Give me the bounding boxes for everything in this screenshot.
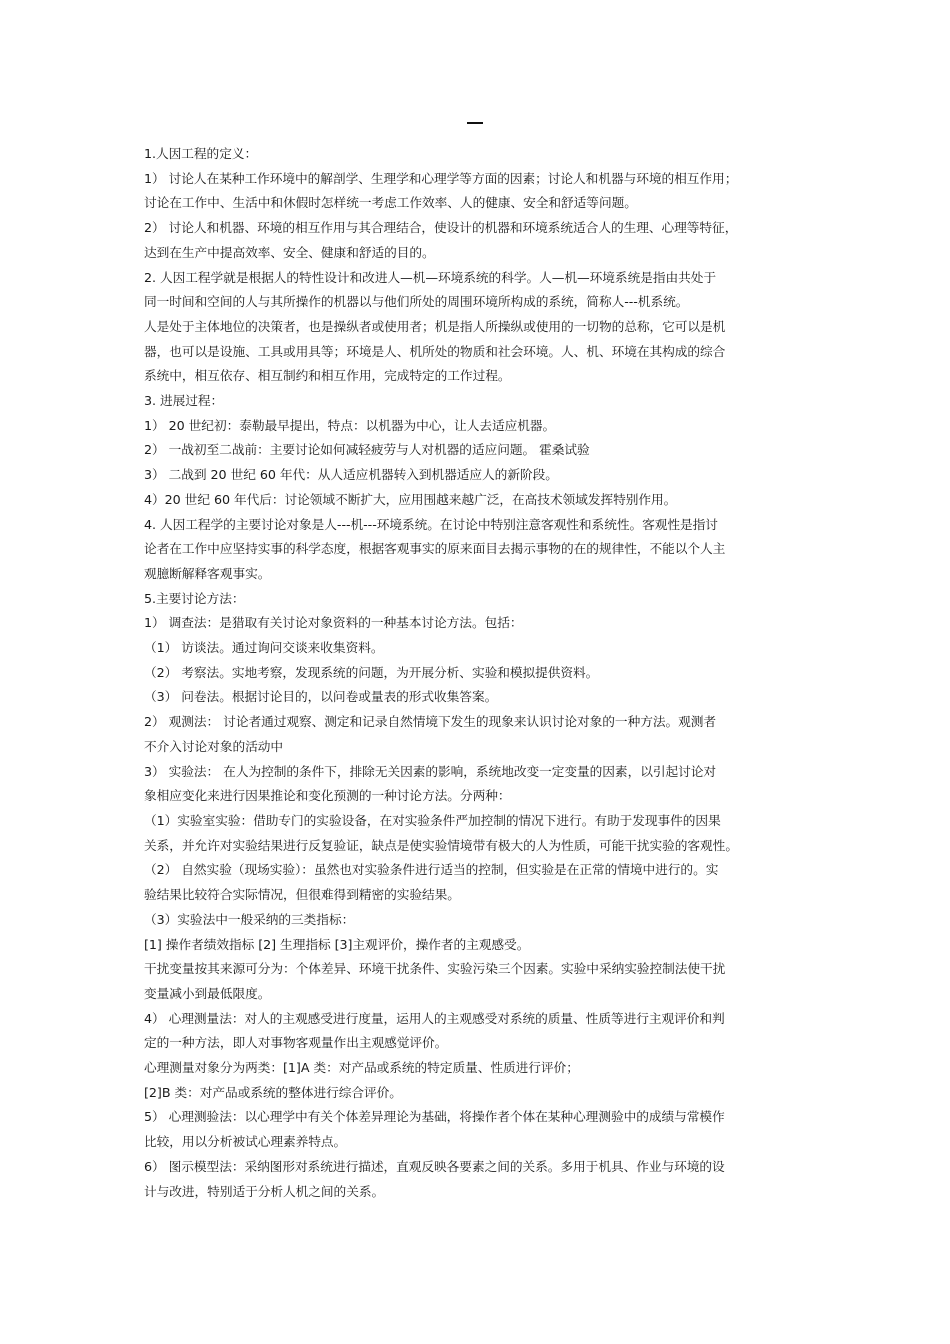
text-line: 3） 二战到 20 世纪 60 年代：从人适应机器转入到机器适应人的新阶段。 bbox=[144, 467, 558, 483]
text-line: 系统中，相互依存、相互制约和相互作用，完成特定的工作过程。 bbox=[144, 368, 511, 384]
text-line: 达到在生产中提高效率、安全、健康和舒适的目的。 bbox=[144, 244, 435, 260]
text-line: 1） 调查法：是猎取有关讨论对象资料的一种基本讨论方法。包括： bbox=[144, 615, 523, 631]
text-line: 关系，并允许对实验结果进行反复验证，缺点是使实验情境带有极大的人为性质，可能干扰实验的客观性。 bbox=[144, 837, 738, 853]
text-line: 不介入讨论对象的活动中 bbox=[144, 738, 284, 754]
text-line: 4）20 世纪 60 年代后：讨论领域不断扩大，应用围越来越广泛，在高技术领域发挥特别作用。 bbox=[144, 491, 677, 507]
text-line: 观臆断解释客观事实。 bbox=[144, 565, 271, 581]
text-line: 心理测量对象分为两类：[1]A 类：对产品或系统的特定质量、性质进行评价； bbox=[144, 1060, 579, 1076]
text-line: 2） 观测法： 讨论者通过观察、测定和记录自然情境下发生的现象来认识讨论对象的一种方法。观测者 bbox=[144, 714, 717, 730]
document-body bbox=[144, 142, 812, 1204]
text-line: 变量减小到最低限度。 bbox=[144, 985, 271, 1001]
text-line: 干扰变量按其来源可分为：个体差异、环境干扰条件、实验污染三个因素。实验中采纳实验控制法使干扰 bbox=[144, 961, 726, 977]
text-line: （1）实验室实验：借助专门的实验设备，在对实验条件严加控制的情况下进行。有助于发现事件的因果 bbox=[144, 812, 721, 828]
text-line: （2） 考察法。实地考察，发现系统的问题，为开展分析、实验和模拟提供资料。 bbox=[144, 664, 599, 680]
text-line: （1） 访谈法。通过询问交谈来收集资料。 bbox=[144, 640, 384, 656]
text-line: 4） 心理测量法：对人的主观感受进行度量，运用人的主观感受对系统的质量、性质等进行主观评价和判 bbox=[144, 1010, 725, 1026]
text-line: 象相应变化来进行因果推论和变化预测的一种讨论方法。分两种： bbox=[144, 788, 511, 804]
text-line: 5） 心理测验法：以心理学中有关个体差异理论为基础，将操作者个体在某种心理测验中的成绩与常模作 bbox=[144, 1109, 725, 1125]
text-line: 3） 实验法： 在人为控制的条件下，排除无关因素的影响，系统地改变一定变量的因素，以引起讨论对 bbox=[144, 763, 717, 779]
text-line: 2. 人因工程学就是根据人的特性设计和改进人—机—环境系统的科学。人—机—环境系统是指由共处于 bbox=[144, 269, 717, 285]
text-line: （3） 问卷法。根据讨论目的，以问卷或量表的形式收集答案。 bbox=[144, 689, 498, 705]
text-line: （2） 自然实验（现场实验）：虽然也对实验条件进行适当的控制，但实验是在正常的情境中进行的。实 bbox=[144, 862, 719, 878]
text-line: 计与改进，特别适于分析人机之间的关系。 bbox=[144, 1183, 385, 1199]
text-line: [1] 操作者绩效指标 [2] 生理指标 [3]主观评价，操作者的主观感受。 bbox=[144, 936, 530, 952]
text-line: （3）实验法中一般采纳的三类指标： bbox=[144, 911, 355, 927]
document-page bbox=[144, 122, 812, 1204]
text-line: 同一时间和空间的人与其所操作的机器以与他们所处的周围环境所构成的系统，简称人---机系统。 bbox=[144, 294, 689, 310]
text-line: 器，也可以是设施、工具或用具等；环境是人、机所处的物质和社会环境。人、机、环境在其构成的综合 bbox=[144, 343, 726, 359]
text-line: 5.主要讨论方法： bbox=[144, 590, 245, 606]
text-line: 2） 讨论人和机器、环境的相互作用与其合理结合，使设计的机器和环境系统适合人的生理、心理等特征， bbox=[144, 220, 738, 236]
text-line: [2]B 类：对产品或系统的整体进行综合评价。 bbox=[144, 1084, 402, 1100]
text-line: 6） 图示模型法：采纳图形对系统进行描述，直观反映各要素之间的关系。多用于机具、作业与环境的设 bbox=[144, 1158, 725, 1174]
text-line: 讨论在工作中、生活中和休假时怎样统一考虑工作效率、人的健康、安全和舒适等问题。 bbox=[144, 195, 637, 211]
text-line: 定的一种方法，即人对事物客观量作出主观感觉评价。 bbox=[144, 1035, 448, 1051]
text-line: 1） 20 世纪初：泰勒最早提出，特点：以机器为中心，让人去适应机器。 bbox=[144, 417, 556, 433]
text-line: 比较，用以分析被试心理素养特点。 bbox=[144, 1134, 347, 1150]
text-line: 验结果比较符合实际情况，但很难得到精密的实验结果。 bbox=[144, 887, 460, 903]
text-line: 1.人因工程的定义： bbox=[144, 146, 258, 161]
text-line: 论者在工作中应坚持实事的科学态度，根据客观事实的原来面目去揭示事物的在的规律性，不能以个人主 bbox=[144, 541, 726, 557]
text-line: 4. 人因工程学的主要讨论对象是人---机---环境系统。在讨论中特别注意客观性和系统性。客观性是指讨 bbox=[144, 516, 718, 532]
text-line: 1） 讨论人在某种工作环境中的解剖学、生理学和心理学等方面的因素；讨论人和机器与环境的相互作用； bbox=[144, 170, 738, 186]
text-line: 3. 进展过程： bbox=[144, 393, 224, 409]
text-line: 人是处于主体地位的决策者，也是操纵者或使用者；机是指人所操纵或使用的一切物的总称，它可以是机 bbox=[144, 318, 726, 334]
page-header-dash bbox=[467, 122, 483, 124]
text-line: 2） 一战初至二战前：主要讨论如何减轻疲劳与人对机器的适应问题。 霍桑试验 bbox=[144, 442, 590, 458]
